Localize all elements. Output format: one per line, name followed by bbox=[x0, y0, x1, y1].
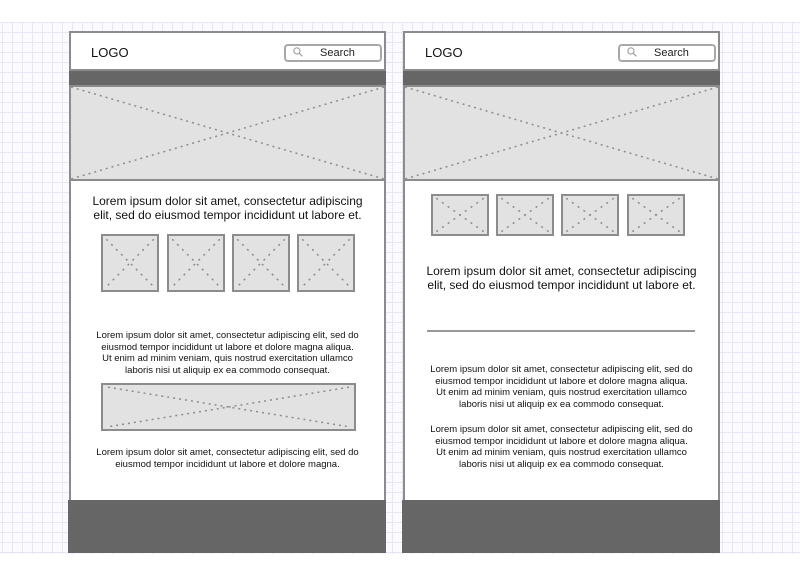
wireframe-mobile-layout-b bbox=[403, 31, 720, 553]
body-text-line: eiusmod tempor incididunt ut labore et dolore magna aliqua. bbox=[435, 435, 688, 447]
body-text-line: laboris nisi ut aliquip ex ea commodo consequat. bbox=[459, 458, 664, 470]
thumbnail-placeholder bbox=[297, 234, 355, 292]
search-box[interactable] bbox=[284, 44, 382, 62]
footer bbox=[68, 500, 386, 553]
thumbnail-placeholder bbox=[431, 194, 489, 236]
nav-bar[interactable] bbox=[403, 69, 720, 87]
placeholder-cross-icon bbox=[629, 196, 683, 234]
body-text-line: Lorem ipsum dolor sit amet, consectetur adipiscing elit, sed do bbox=[96, 330, 359, 341]
body-text-line: Lorem ipsum dolor sit amet, consectetur adipiscing elit, sed do bbox=[430, 364, 693, 375]
placeholder-cross-icon bbox=[234, 236, 288, 290]
lead-text bbox=[71, 194, 384, 222]
thumbnail-placeholder bbox=[167, 234, 225, 292]
body-text-line: eiusmod tempor incididunt ut labore et dolore magna aliqua. bbox=[435, 375, 688, 387]
search-label: Search bbox=[654, 47, 689, 59]
body-text bbox=[405, 364, 718, 410]
footer bbox=[402, 500, 720, 553]
placeholder-cross-icon bbox=[498, 196, 552, 234]
placeholder-cross-icon bbox=[563, 196, 617, 234]
search-label: Search bbox=[320, 47, 355, 59]
body-text-line: laboris nisi ut aliquip ex ea commodo consequat. bbox=[459, 398, 664, 410]
placeholder-cross-icon bbox=[299, 236, 353, 290]
lead-text-line: elit, sed do eiusmod tempor incididunt ut labore et. bbox=[93, 208, 362, 222]
horizontal-divider bbox=[427, 330, 695, 332]
placeholder-cross-icon bbox=[169, 236, 223, 290]
lead-text-line: elit, sed do eiusmod tempor incididunt ut labore et. bbox=[427, 278, 696, 292]
body-text-line: Lorem ipsum dolor sit amet, consectetur adipiscing elit, sed do bbox=[96, 447, 359, 458]
body-text-line: Ut enim ad minim veniam, quis nostrud exercitation ullamco bbox=[436, 387, 687, 398]
logo: LOGO bbox=[91, 45, 129, 60]
hero-image-placeholder bbox=[405, 87, 718, 181]
placeholder-cross-icon bbox=[103, 236, 157, 290]
thumbnail-placeholder bbox=[496, 194, 554, 236]
thumbnail-placeholder bbox=[232, 234, 290, 292]
body-text-line: Ut enim ad minim veniam, quis nostrud exercitation ullamco bbox=[102, 353, 353, 364]
body-text-line: laboris nisi ut aliquip ex ea commodo consequat. bbox=[125, 364, 330, 376]
placeholder-cross-icon bbox=[103, 385, 354, 429]
placeholder-cross-icon bbox=[433, 196, 487, 234]
nav-bar[interactable] bbox=[69, 69, 386, 87]
body-text bbox=[71, 447, 384, 470]
body-text bbox=[71, 330, 384, 376]
magnifier-icon bbox=[293, 47, 303, 57]
body-text bbox=[405, 424, 718, 470]
lead-text-line: Lorem ipsum dolor sit amet, consectetur adipiscing bbox=[92, 194, 363, 208]
thumbnail-placeholder bbox=[101, 234, 159, 292]
lead-text-line: Lorem ipsum dolor sit amet, consectetur adipiscing bbox=[426, 264, 697, 278]
thumbnail-placeholder bbox=[561, 194, 619, 236]
header bbox=[71, 33, 384, 69]
body-text-line: eiusmod tempor incididunt ut labore et dolore magna. bbox=[115, 458, 340, 470]
logo: LOGO bbox=[425, 45, 463, 60]
body-text-line: Ut enim ad minim veniam, quis nostrud exercitation ullamco bbox=[436, 447, 687, 458]
body-text-line: Lorem ipsum dolor sit amet, consectetur adipiscing elit, sed do bbox=[430, 424, 693, 435]
magnifier-icon bbox=[627, 47, 637, 57]
thumbnail-placeholder bbox=[627, 194, 685, 236]
banner-image-placeholder bbox=[101, 383, 356, 431]
header bbox=[405, 33, 718, 69]
hero-image-placeholder bbox=[71, 87, 384, 181]
search-box[interactable] bbox=[618, 44, 716, 62]
body-text-line: eiusmod tempor incididunt ut labore et dolore magna aliqua. bbox=[101, 341, 354, 353]
placeholder-cross-icon bbox=[405, 87, 718, 179]
placeholder-cross-icon bbox=[71, 87, 384, 179]
lead-text bbox=[405, 264, 718, 292]
wireframe-mobile-layout-a bbox=[69, 31, 386, 553]
